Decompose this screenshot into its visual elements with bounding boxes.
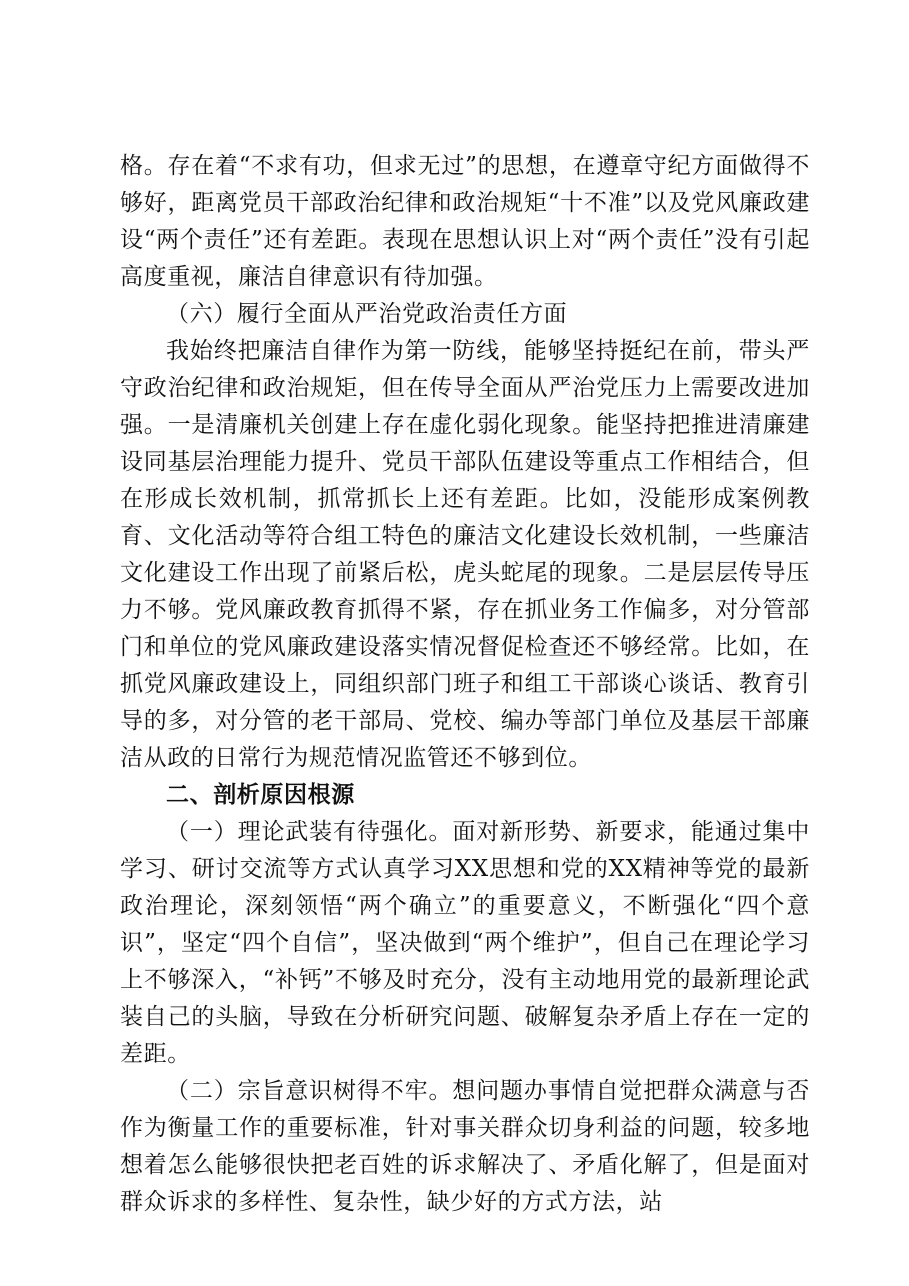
subsection-heading-6: （六）履行全面从严治党政治责任方面 [166,301,568,327]
paragraph-party-responsibility: 我始终把廉洁自律作为第一防线，能够坚持挺纪在前，带头严守政治纪律和政治规矩，但在传导全面从严治党压力上需要改进加强。一是清廉机关创建上存在虚化弱化现象。能坚持把推进清廉建设同基层治理能力提升、党员干部队伍建设等重点工作相结合，但在形成长效机制，抓常抓长上还有差距。比如，没能形成案例教育、文化活动等符合组工特色的廉洁文化建设长效机制，一些廉洁文化建设工作出现了前紧后松，虎头蛇尾的现象。二是层层传导压力不够。党风廉政教育抓得不紧，存在抓业务工作偏多，对分管部门和单位的党风廉政建设落实情况督促检查还不够经常。比如，在抓党风廉政建设上，同组织部门班子和组工干部谈心谈话、教育引导的多，对分管的老干部局、党校、编办等部门单位及基层干部廉洁从政的日常行为规范情况监管还不够到位。 [120,338,810,771]
document-body [120,148,810,1221]
paragraph-continuation: 格。存在着“不求有功，但求无过”的思想，在遵章守纪方面做得不够好，距离党员干部政治纪律和政治规矩“十不准”以及党风廉政建设“两个责任”还有差距。表现在思想认识上对“两个责任”没有引起高度重视，廉洁自律意识有待加强。 [120,153,810,290]
section-heading-2: 二、剖析原因根源 [166,782,355,808]
paragraph-purpose: （二）宗旨意识树得不牢。想问题办事情自觉把群众满意与否作为衡量工作的重要标准，针对事关群众切身利益的问题，较多地想着怎么能够很快把老百姓的诉求解决了、矛盾化解了，但是面对群众诉求的多样性、复杂性，缺少好的方式方法，站 [120,1078,810,1215]
paragraph-theory: （一）理论武装有待强化。面对新形势、新要求，能通过集中学习、研讨交流等方式认真学习XX思想和党的XX精神等党的最新政治理论，深刻领悟“两个确立”的重要意义，不断强化“四个意识”，坚定“四个自信”，坚决做到“两个维护”，但自己在理论学习上不够深入，“补钙”不够及时充分，没有主动地用党的最新理论武装自己的头脑，导致在分析研究问题、破解复杂矛盾上存在一定的差距。 [120,819,810,1067]
